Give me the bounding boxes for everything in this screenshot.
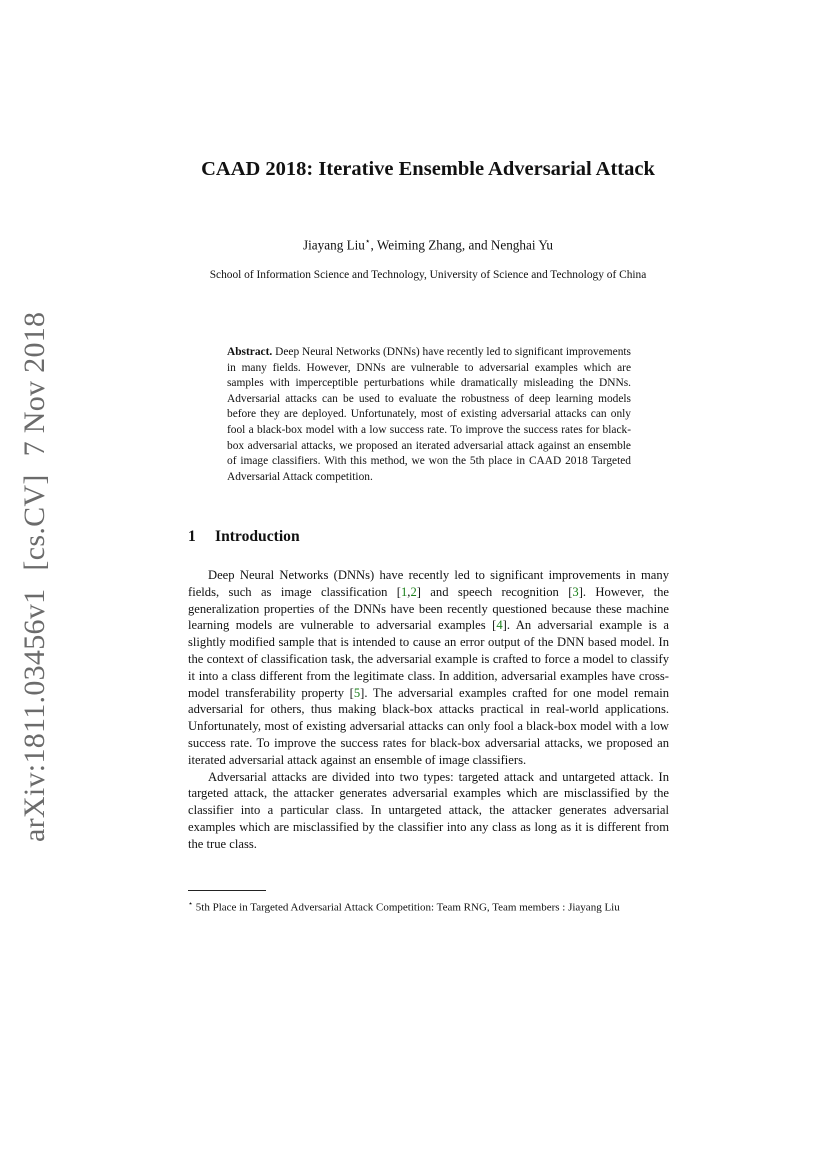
paper-title: CAAD 2018: Iterative Ensemble Adversarial Attack xyxy=(201,158,655,180)
other-authors: , Weiming Zhang, and Nenghai Yu xyxy=(370,237,553,253)
citation-link[interactable]: 1 xyxy=(400,584,408,599)
abstract-label: Abstract. xyxy=(227,346,273,358)
author-footnote-mark: ⋆ xyxy=(364,236,371,246)
text-run: ]. However, the generalization properties of the DNNs have been recently questioned because these machine learning models are vulnerable to adversarial examples [ xyxy=(188,584,669,633)
text-run: ]. An adversarial example is a slightly modified sample that is intended to cause an error output of the DNN based model. In the context of classification task, the adversarial example is crafted to force a model to classify it into a class different from the legitimate class. In addition, adversarial examples have cross-model transferability property [ xyxy=(188,618,669,700)
footnote xyxy=(188,896,669,916)
text-run: ]. The adversarial examples crafted for one model remain adversarial for others, thus making black-box attacks practical in real-world applications. Unfortunately, most of existing adversarial attacks can only fool a black-box model with a low success rate. To improve the success rates for black-box adversarial attacks, we proposed an iterated adversarial attack against an ensemble of image classifiers. xyxy=(188,685,669,767)
text-run: ] and speech recognition [ xyxy=(416,584,573,599)
citation-link[interactable]: 4 xyxy=(496,618,503,633)
introduction-body xyxy=(188,567,669,853)
arxiv-category: [cs.CV] xyxy=(18,474,51,571)
section-title: Introduction xyxy=(215,528,300,545)
text-run: , xyxy=(407,584,411,599)
paragraph xyxy=(188,567,669,769)
arxiv-id: arXiv:1811.03456v1 xyxy=(18,588,51,842)
citation-link[interactable]: 5 xyxy=(353,685,361,700)
author-list xyxy=(150,236,706,253)
first-author: Jiayang Liu xyxy=(303,237,365,253)
arxiv-date: 7 Nov 2018 xyxy=(18,311,51,457)
citation-link[interactable]: 3 xyxy=(572,584,579,599)
abstract-text: Deep Neural Networks (DNNs) have recently led to significant improvements in many fields. However, DNNs are vulnerable to adversarial examples which are samples with imperceptible perturbations while dramatically misleading the DNNs. Adversarial attacks can be used to evaluate the robustness of deep learning models before they are deployed. Unfortunately, most of existing adversarial attacks can only fool a black-box model with a low success rate. To improve the success rates for black-box adversarial attacks, we proposed an iterated adversarial attack against an ensemble of image classifiers. With this method, we won the 5th place in CAAD 2018 Targeted Adversarial Attack competition. xyxy=(227,346,631,483)
section-heading xyxy=(188,528,300,546)
footnote-rule xyxy=(188,890,266,891)
text-run: Deep Neural Networks (DNNs) have recently led to significant improvements in many fields, such as image classification [ xyxy=(188,568,669,599)
paragraph: Adversarial attacks are divided into two types: targeted attack and untargeted attack. In targeted attack, the attacker generates adversarial examples which are misclassified by the classifier into a particular class. In untargeted attack, the attacker generates adversarial examples which are misclassified by the classifier into any class as long as it is different from the true class. xyxy=(188,769,669,851)
section-number: 1 xyxy=(188,528,196,545)
footnote-mark: ⋆ xyxy=(188,899,194,908)
affiliation: School of Information Science and Technology, University of Science and Technology of China xyxy=(209,269,647,281)
abstract xyxy=(227,345,631,485)
citation-link[interactable]: 2 xyxy=(410,584,417,599)
footnote-text: 5th Place in Targeted Adversarial Attack Competition: Team RNG, Team members : Jiayang Liu xyxy=(195,901,620,914)
arxiv-sidebar-stamp xyxy=(18,311,58,842)
